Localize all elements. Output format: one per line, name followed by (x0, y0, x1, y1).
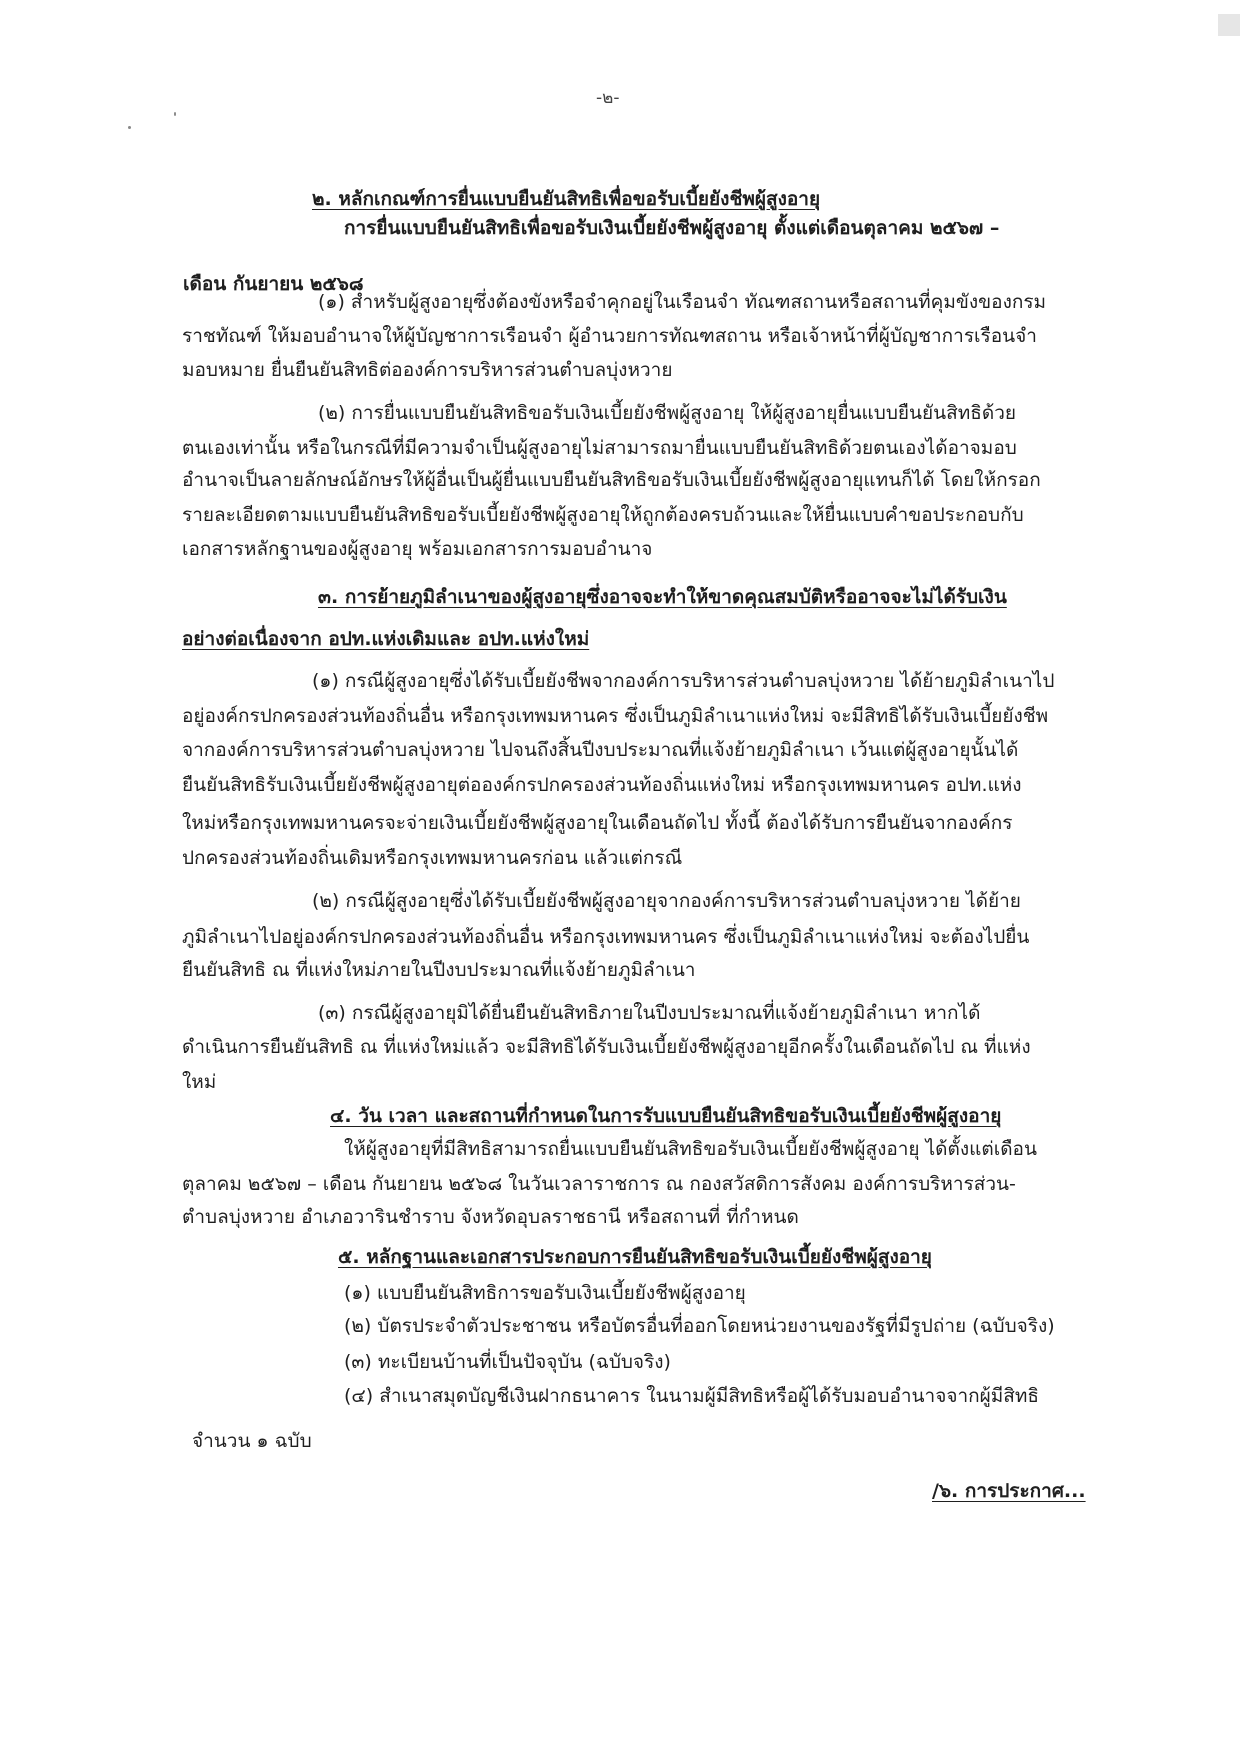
s4-para-line: ให้ผู้สูงอายุที่มีสิทธิสามารถยื่นแบบยืนยันสิทธิขอรับเงินเบี้ยยังชีพผู้สูงอายุ ได้ตั้งแต่เดือน (344, 1138, 1037, 1160)
s3-para2-line: (๒) กรณีผู้สูงอายุซึ่งได้รับเบี้ยยังชีพผู้สูงอายุจากองค์การบริหารส่วนตำบลบุ่งหวาย ได้ย้าย (312, 890, 1021, 912)
s5-list-item: (๒) บัตรประจำตัวประชาชน หรือบัตรอื่นที่ออกโดยหน่วยงานของรัฐที่มีรูปถ่าย (ฉบับจริง) (344, 1315, 1055, 1337)
s4-para-line: ตุลาคม ๒๕๖๗ – เดือน กันยายน ๒๕๖๘ ในวันเวลาราชการ ณ กองสวัสดิการสังคม องค์การบริหารส่วน- (182, 1173, 1016, 1195)
s5-list-item: (๑) แบบยืนยันสิทธิการขอรับเงินเบี้ยยังชีพผู้สูงอายุ (344, 1282, 746, 1304)
page-number: -๒- (596, 88, 620, 108)
s3-para3-line: ดำเนินการยืนยันสิทธิ ณ ที่แห่งใหม่แล้ว จะมีสิทธิได้รับเงินเบี้ยยังชีพผู้สูงอายุอีกครั้งในเดือนถัดไป ณ ที่แห่ง (182, 1036, 1031, 1058)
s2-para1-line: (๑) สำหรับผู้สูงอายุซึ่งต้องขังหรือจำคุกอยู่ในเรือนจำ ทัณฑสถานหรือสถานที่คุมขังของกรม (318, 291, 1047, 313)
section-2-subheading: การยื่นแบบยืนยันสิทธิเพื่อขอรับเงินเบี้ยยังชีพผู้สูงอายุ ตั้งแต่เดือนตุลาคม ๒๕๖๗ – (344, 217, 1000, 239)
scan-edge-mark (1218, 14, 1240, 36)
s3-para1-line: ปกครองส่วนท้องถิ่นเดิมหรือกรุงเทพมหานครก่อน แล้วแต่กรณี (182, 847, 683, 869)
s3-para2-line: ยืนยันสิทธิ ณ ที่แห่งใหม่ภายในปีงบประมาณที่แจ้งย้ายภูมิลำเนา (182, 959, 696, 981)
s2-para2-line: เอกสารหลักฐานของผู้สูงอายุ พร้อมเอกสารการมอบอำนาจ (182, 538, 653, 560)
s5-list-item: (๓) ทะเบียนบ้านที่เป็นปัจจุบัน (ฉบับจริง) (344, 1351, 671, 1373)
s3-para2-line: ภูมิลำเนาไปอยู่องค์กรปกครองส่วนท้องถิ่นอื่น หรือกรุงเทพมหานคร ซึ่งเป็นภูมิลำเนาแห่งใหม่ จะต้องไปยื่น (182, 926, 1030, 948)
s5-list-item: (๔) สำเนาสมุดบัญชีเงินฝากธนาคาร ในนามผู้มีสิทธิหรือผู้ได้รับมอบอำนาจจากผู้มีสิทธิ (344, 1385, 1040, 1407)
s4-para-line: ตำบลบุ่งหวาย อำเภอวารินชำราบ จังหวัดอุบลราชธานี หรือสถานที่ ที่กำหนด (182, 1206, 799, 1228)
s3-para1-line: อยู่องค์กรปกครองส่วนท้องถิ่นอื่น หรือกรุงเทพมหานคร ซึ่งเป็นภูมิลำเนาแห่งใหม่ จะมีสิทธิได้รับเงินเบี้ยยังชีพ (182, 705, 1049, 727)
section-5-heading: ๕. หลักฐานและเอกสารประกอบการยืนยันสิทธิขอรับเงินเบี้ยยังชีพผู้สูงอายุ (338, 1246, 932, 1268)
section-3-heading: ๓. การย้ายภูมิลำเนาของผู้สูงอายุซึ่งอาจจะทำให้ขาดคุณสมบัติหรืออาจจะไม่ได้รับเงิน (318, 586, 1007, 608)
s3-para1-line: ยืนยันสิทธิรับเงินเบี้ยยังชีพผู้สูงอายุต่อองค์กรปกครองส่วนท้องถิ่นแห่งใหม่ หรือกรุงเทพมหานคร อปท.แห่ง (182, 774, 1022, 796)
s2-para1-line: ราชทัณฑ์ ให้มอบอำนาจให้ผู้บัญชาการเรือนจำ ผู้อำนวยการทัณฑสถาน หรือเจ้าหน้าที่ผู้บัญชาการเรือนจำ (182, 325, 1037, 347)
s3-para1-line: ใหม่หรือกรุงเทพมหานครจะจ่ายเงินเบี้ยยังชีพผู้สูงอายุในเดือนถัดไป ทั้งนี้ ต้องได้รับการยืนยันจากองค์กร (182, 812, 1013, 834)
s3-para1-line: (๑) กรณีผู้สูงอายุซึ่งได้รับเบี้ยยังชีพจากองค์การบริหารส่วนตำบลบุ่งหวาย ได้ย้ายภูมิลำเนาไป (312, 670, 1055, 692)
continuation-note: /๖. การประกาศ... (932, 1480, 1086, 1502)
section-2-subheading-cont: เดือน กันยายน ๒๕๖๘ (183, 273, 364, 295)
s3-para3-line: ใหม่ (182, 1071, 217, 1093)
section-4-heading: ๔. วัน เวลา และสถานที่กำหนดในการรับแบบยืนยันสิทธิขอรับเงินเบี้ยยังชีพผู้สูงอายุ (330, 1105, 1002, 1127)
s2-para2-line: อำนาจเป็นลายลักษณ์อักษรให้ผู้อื่นเป็นผู้ยื่นแบบยืนยันสิทธิขอรับเงินเบี้ยยังชีพผู้สูงอายุแทนก็ได้ โดยให้กรอก (182, 469, 1041, 491)
s2-para1-line: มอบหมาย ยื่นยืนยันสิทธิต่อองค์การบริหารส่วนตำบลบุ่งหวาย (182, 359, 673, 381)
s5-list-item-cont: จำนวน ๑ ฉบับ (192, 1430, 312, 1452)
s2-para2-line: (๒) การยื่นแบบยืนยันสิทธิขอรับเงินเบี้ยยังชีพผู้สูงอายุ ให้ผู้สูงอายุยื่นแบบยืนยันสิทธิด้วย (318, 402, 1017, 424)
scan-speck (174, 112, 176, 116)
s3-para1-line: จากองค์การบริหารส่วนตำบลบุ่งหวาย ไปจนถึงสิ้นปีงบประมาณที่แจ้งย้ายภูมิลำเนา เว้นแต่ผู้สูงอายุนั้นได้ (182, 739, 1019, 761)
scan-speck (128, 126, 131, 129)
s3-para3-line: (๓) กรณีผู้สูงอายุมิได้ยื่นยืนยันสิทธิภายในปีงบประมาณที่แจ้งย้ายภูมิลำเนา หากได้ (318, 1002, 981, 1024)
s2-para2-line: ตนเองเท่านั้น หรือในกรณีที่มีความจำเป็นผู้สูงอายุไม่สามารถมายื่นแบบยืนยันสิทธิด้วยตนเองได้อาจมอบ (182, 437, 1017, 459)
section-2-heading: ๒. หลักเกณฑ์การยื่นแบบยืนยันสิทธิเพื่อขอรับเบี้ยยังชีพผู้สูงอายุ (312, 188, 821, 210)
s2-para2-line: รายละเอียดตามแบบยืนยันสิทธิขอรับเบี้ยยังชีพผู้สูงอายุให้ถูกต้องครบถ้วนและให้ยื่นแบบคำขอประกอบกับ (182, 504, 1024, 526)
section-3-heading-cont: อย่างต่อเนื่องจาก อปท.แห่งเดิมและ อปท.แห่งใหม่ (182, 628, 590, 650)
